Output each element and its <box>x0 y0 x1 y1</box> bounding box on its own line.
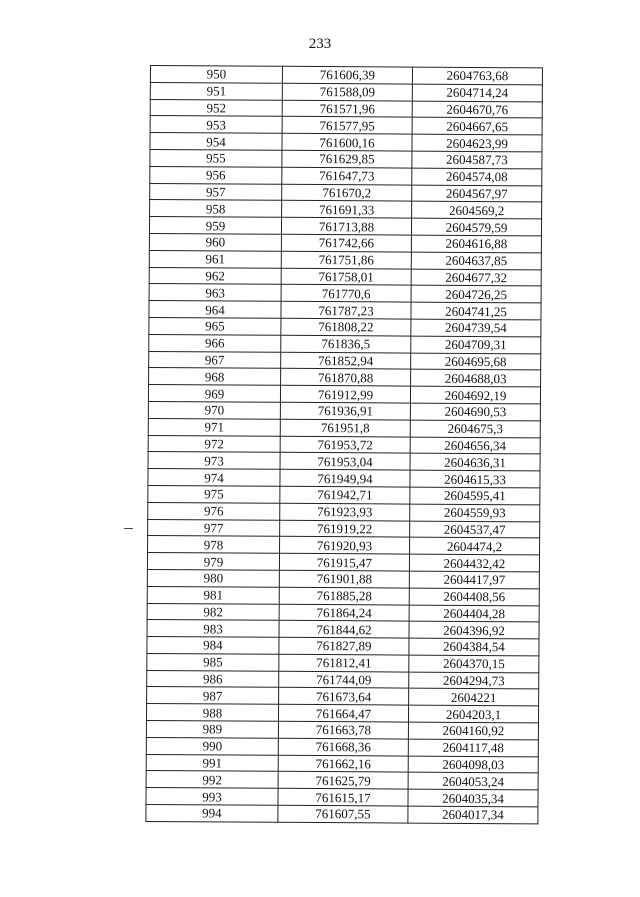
point-number-cell: 959 <box>149 217 281 235</box>
x-coordinate-cell: 761864,24 <box>279 604 409 622</box>
x-coordinate-cell: 761951,8 <box>280 419 410 437</box>
y-coordinate-cell: 2604726,25 <box>411 285 541 303</box>
y-coordinate-cell: 2604587,73 <box>412 151 542 169</box>
point-number-cell: 961 <box>149 250 281 268</box>
y-coordinate-cell: 2604695,68 <box>411 353 541 371</box>
y-coordinate-cell: 2604294,73 <box>409 672 539 690</box>
x-coordinate-cell: 761915,47 <box>279 553 409 571</box>
x-coordinate-cell: 761629,85 <box>282 150 412 168</box>
x-coordinate-cell: 761919,22 <box>280 520 410 538</box>
x-coordinate-cell: 761744,09 <box>279 671 409 689</box>
x-coordinate-cell: 761607,55 <box>278 805 408 823</box>
y-coordinate-cell: 2604739,54 <box>411 319 541 337</box>
y-coordinate-cell: 2604160,92 <box>408 722 538 740</box>
y-coordinate-cell: 2604035,34 <box>408 789 538 807</box>
point-number-cell: 979 <box>147 553 279 571</box>
x-coordinate-cell: 761742,66 <box>281 234 411 252</box>
y-coordinate-cell: 2604537,47 <box>410 521 540 539</box>
point-number-cell: 980 <box>147 569 279 587</box>
y-coordinate-cell: 2604616,88 <box>411 235 541 253</box>
point-number-cell: 963 <box>149 284 281 302</box>
y-coordinate-cell: 2604741,25 <box>411 302 541 320</box>
x-coordinate-cell: 761647,73 <box>282 167 412 185</box>
y-coordinate-cell: 2604017,34 <box>408 806 538 824</box>
x-coordinate-cell: 761812,41 <box>279 654 409 672</box>
x-coordinate-cell: 761664,47 <box>278 705 408 723</box>
y-coordinate-cell: 2604203,1 <box>408 705 538 723</box>
x-coordinate-cell: 761751,86 <box>281 251 411 269</box>
point-number-cell: 958 <box>150 200 282 218</box>
margin-mark <box>124 528 133 529</box>
y-coordinate-cell: 2604432,42 <box>409 554 539 572</box>
coordinates-table <box>145 65 543 824</box>
y-coordinate-cell: 2604396,92 <box>409 621 539 639</box>
point-number-cell: 972 <box>148 435 280 453</box>
x-coordinate-cell: 761844,62 <box>279 621 409 639</box>
point-number-cell: 992 <box>146 771 278 789</box>
y-coordinate-cell: 2604763,68 <box>412 67 542 85</box>
y-coordinate-cell: 2604579,59 <box>411 218 541 236</box>
point-number-cell: 960 <box>149 233 281 251</box>
x-coordinate-cell: 761758,01 <box>281 268 411 286</box>
point-number-cell: 965 <box>149 317 281 335</box>
y-coordinate-cell: 2604098,03 <box>408 756 538 774</box>
x-coordinate-cell: 761949,94 <box>280 469 410 487</box>
point-number-cell: 957 <box>150 183 282 201</box>
point-number-cell: 985 <box>147 653 279 671</box>
x-coordinate-cell: 761942,71 <box>280 486 410 504</box>
point-number-cell: 952 <box>150 99 282 117</box>
point-number-cell: 964 <box>149 301 281 319</box>
point-number-cell: 967 <box>149 351 281 369</box>
point-number-cell: 971 <box>148 418 280 436</box>
y-coordinate-cell: 2604636,31 <box>410 453 540 471</box>
x-coordinate-cell: 761885,28 <box>279 587 409 605</box>
point-number-cell: 950 <box>150 66 282 84</box>
table-row <box>146 805 538 824</box>
x-coordinate-cell: 761827,89 <box>279 637 409 655</box>
coordinates-table-body <box>146 66 543 824</box>
y-coordinate-cell: 2604384,54 <box>409 638 539 656</box>
point-number-cell: 983 <box>147 620 279 638</box>
y-coordinate-cell: 2604408,56 <box>409 588 539 606</box>
point-number-cell: 954 <box>150 133 282 151</box>
y-coordinate-cell: 2604675,3 <box>410 420 540 438</box>
y-coordinate-cell: 2604053,24 <box>408 773 538 791</box>
point-number-cell: 951 <box>150 82 282 100</box>
y-coordinate-cell: 2604567,97 <box>412 185 542 203</box>
point-number-cell: 986 <box>147 670 279 688</box>
x-coordinate-cell: 761808,22 <box>281 318 411 336</box>
x-coordinate-cell: 761577,95 <box>282 117 412 135</box>
x-coordinate-cell: 761920,93 <box>280 537 410 555</box>
y-coordinate-cell: 2604709,31 <box>411 336 541 354</box>
point-number-cell: 968 <box>149 368 281 386</box>
y-coordinate-cell: 2604656,34 <box>410 437 540 455</box>
y-coordinate-cell: 2604417,97 <box>409 571 539 589</box>
x-coordinate-cell: 761606,39 <box>282 66 412 84</box>
point-number-cell: 974 <box>148 469 280 487</box>
x-coordinate-cell: 761870,88 <box>281 369 411 387</box>
x-coordinate-cell: 761953,04 <box>280 453 410 471</box>
point-number-cell: 973 <box>148 452 280 470</box>
point-number-cell: 991 <box>146 754 278 772</box>
y-coordinate-cell: 2604559,93 <box>410 504 540 522</box>
y-coordinate-cell: 2604677,32 <box>411 269 541 287</box>
x-coordinate-cell: 761668,36 <box>278 738 408 756</box>
point-number-cell: 990 <box>146 737 278 755</box>
y-coordinate-cell: 2604623,99 <box>412 134 542 152</box>
x-coordinate-cell: 761600,16 <box>282 133 412 151</box>
point-number-cell: 977 <box>148 519 280 537</box>
x-coordinate-cell: 761953,72 <box>280 436 410 454</box>
point-number-cell: 956 <box>150 166 282 184</box>
point-number-cell: 975 <box>148 485 280 503</box>
x-coordinate-cell: 761670,2 <box>282 184 412 202</box>
point-number-cell: 970 <box>148 401 280 419</box>
x-coordinate-cell: 761923,93 <box>280 503 410 521</box>
point-number-cell: 989 <box>146 721 278 739</box>
x-coordinate-cell: 761787,23 <box>281 301 411 319</box>
point-number-cell: 966 <box>149 334 281 352</box>
x-coordinate-cell: 761936,91 <box>280 402 410 420</box>
y-coordinate-cell: 2604690,53 <box>410 403 540 421</box>
y-coordinate-cell: 2604117,48 <box>408 739 538 757</box>
y-coordinate-cell: 2604574,08 <box>412 168 542 186</box>
x-coordinate-cell: 761836,5 <box>281 335 411 353</box>
x-coordinate-cell: 761691,33 <box>282 201 412 219</box>
y-coordinate-cell: 2604404,28 <box>409 605 539 623</box>
y-coordinate-cell: 2604474,2 <box>410 537 540 555</box>
y-coordinate-cell: 2604667,65 <box>412 117 542 135</box>
y-coordinate-cell: 2604670,76 <box>412 101 542 119</box>
y-coordinate-cell: 2604221 <box>409 689 539 707</box>
point-number-cell: 993 <box>146 788 278 806</box>
x-coordinate-cell: 761912,99 <box>280 385 410 403</box>
point-number-cell: 988 <box>146 704 278 722</box>
point-number-cell: 994 <box>146 805 278 823</box>
x-coordinate-cell: 761901,88 <box>279 570 409 588</box>
point-number-cell: 969 <box>148 385 280 403</box>
point-number-cell: 982 <box>147 603 279 621</box>
y-coordinate-cell: 2604569,2 <box>412 201 542 219</box>
x-coordinate-cell: 761663,78 <box>278 721 408 739</box>
point-number-cell: 981 <box>147 586 279 604</box>
point-number-cell: 953 <box>150 116 282 134</box>
point-number-cell: 962 <box>149 267 281 285</box>
x-coordinate-cell: 761615,17 <box>278 789 408 807</box>
point-number-cell: 987 <box>147 687 279 705</box>
x-coordinate-cell: 761662,16 <box>278 755 408 773</box>
x-coordinate-cell: 761588,09 <box>282 83 412 101</box>
x-coordinate-cell: 761852,94 <box>281 352 411 370</box>
y-coordinate-cell: 2604688,03 <box>411 369 541 387</box>
y-coordinate-cell: 2604595,41 <box>410 487 540 505</box>
point-number-cell: 955 <box>150 149 282 167</box>
y-coordinate-cell: 2604637,85 <box>411 252 541 270</box>
point-number-cell: 978 <box>148 536 280 554</box>
x-coordinate-cell: 761625,79 <box>278 772 408 790</box>
point-number-cell: 984 <box>147 637 279 655</box>
x-coordinate-cell: 761673,64 <box>279 688 409 706</box>
y-coordinate-cell: 2604714,24 <box>412 84 542 102</box>
x-coordinate-cell: 761713,88 <box>281 217 411 235</box>
page-number: 233 <box>308 36 332 52</box>
y-coordinate-cell: 2604370,15 <box>409 655 539 673</box>
x-coordinate-cell: 761571,96 <box>282 100 412 118</box>
y-coordinate-cell: 2604692,19 <box>410 386 540 404</box>
y-coordinate-cell: 2604615,33 <box>410 470 540 488</box>
x-coordinate-cell: 761770,6 <box>281 285 411 303</box>
point-number-cell: 976 <box>148 502 280 520</box>
